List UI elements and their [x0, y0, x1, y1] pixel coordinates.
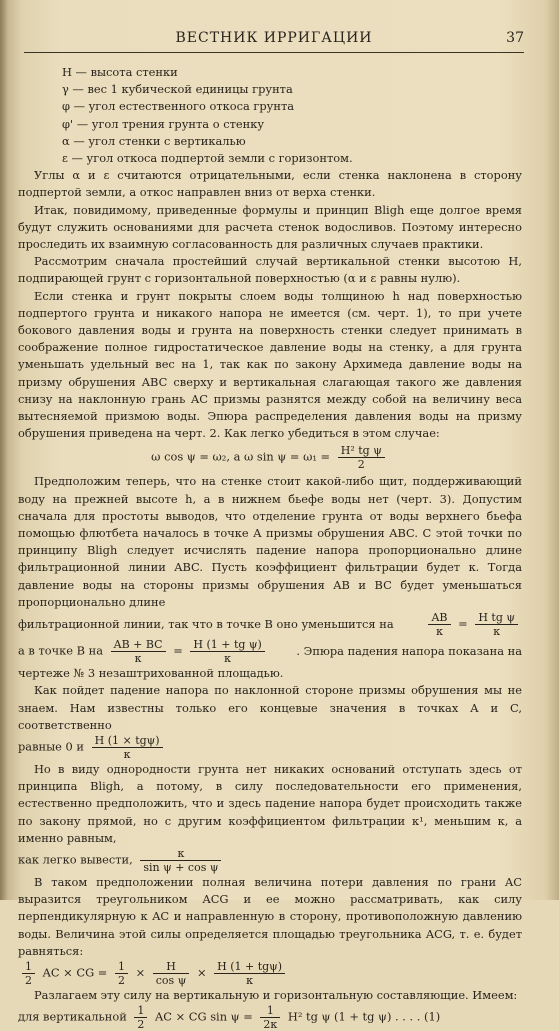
fraction-numerator: 1 — [115, 960, 128, 974]
filtration-formula — [424, 611, 522, 638]
fraction-h1tg-2 — [214, 960, 285, 987]
line-equal-values — [18, 734, 522, 761]
fraction-hxtg — [92, 734, 163, 761]
fraction-numerator: 1 — [260, 1004, 280, 1018]
fraction-denominator: 2 — [25, 973, 32, 987]
acg-lhs: AC × CG = — [42, 965, 108, 980]
formula-omega-text: ω cos ψ = ω₂, а ω sin ψ = ω₁ = — [151, 449, 331, 464]
fraction-denominator: 2 — [137, 1018, 145, 1031]
paragraph-water-layer: Если стенка и грунт покрыты слоем воды толщиною h над поверхностью подпертого грунта и никакого напора не имеется (см. черт. 1), то при учете бокового давления воды и грунта на поверхность стенки следует принимать в соображение полное гидростатическое давление воды на стенку, а для грунта уменьшать удельный вес на 1, так как по закону Архимеда давление воды на призму обрушения ABC сверху и вертикальная слагающая такого же давления снизу на наклонную грань AC призмы разнятся между собой на величину веса вытесняемой призмою воды. Эпюра распределения давления воды на призму обрушения приведена на черт. 2. Как легко убедиться в этом случае: — [18, 288, 522, 441]
fraction-denominator: к — [134, 652, 142, 666]
fraction-half-2 — [115, 960, 128, 987]
line-filtration — [18, 611, 522, 638]
fraction-denominator: к — [224, 652, 232, 666]
point-b-tail: . Эпюра падения напора показана на — [296, 643, 522, 658]
fraction-numerator: 1 — [22, 960, 35, 974]
point-b-lead: а в точке B на — [18, 643, 103, 658]
vertical-tail: H² tg ψ (1 + tg ψ) — [287, 1009, 392, 1024]
definition-phi: φ — угол естественного откоса грунта — [62, 99, 295, 114]
vertical-lead: для вертикальной — [18, 1009, 127, 1024]
formula-acg — [18, 960, 522, 987]
paragraph-slope: Как пойдет падение напора по наклонной стороне призмы обрушения мы не знаем. Нам известны только его концевые значения в точках A и C, соответственно — [18, 683, 522, 732]
formula-omega — [18, 444, 522, 471]
fraction-numerator: AB + BC — [111, 638, 166, 652]
equal-values-text: равные 0 и — [18, 739, 84, 754]
fraction-half — [22, 960, 35, 987]
line-k1 — [18, 847, 522, 874]
k1-text: как легко вывести, — [18, 852, 133, 867]
line-point-b — [18, 638, 522, 665]
fraction-half-3 — [134, 1004, 147, 1031]
paragraph-angles: Углы α и ε считаются отрицательными, если стенка наклонена в сторону подпертой земли, а откос направлен вниз от верха стенки. — [18, 168, 522, 200]
fraction-h2tg — [338, 444, 385, 471]
fraction-numerator: AB — [428, 611, 450, 625]
journal-title: ВЕСТНИК ИРРИГАЦИИ — [175, 30, 373, 46]
fraction-denominator: к — [123, 747, 131, 761]
fraction-numerator: H (1 + tgψ) — [214, 960, 285, 974]
formula-vertical — [18, 1004, 522, 1031]
fraction-numerator: H² tg ψ — [338, 444, 385, 458]
page-header — [24, 30, 524, 53]
fraction-denominator: 2 — [357, 458, 365, 472]
fraction-numerator: 1 — [134, 1004, 147, 1018]
paragraph-bligh: Итак, повидимому, приведенные формулы и принцип Bligh еще долгое время будут служить основаниями для расчета стенок водосливов. Поэтому интересно проследить их взаимную согласованность для различных случаев практики. — [18, 202, 522, 252]
fraction-htg — [475, 611, 518, 638]
fraction-denominator: к — [246, 973, 254, 987]
fraction-denominator: к — [493, 625, 501, 639]
vertical-mid: AC × CG sin ψ = — [155, 1009, 253, 1024]
times-sign: × — [196, 965, 207, 980]
fraction-ab — [428, 611, 450, 638]
fraction-ab-bc — [111, 638, 166, 665]
fraction-denominator: cos ψ — [155, 973, 187, 987]
paragraph-shield: Предположим теперь, что на стенке стоит какой-либо щит, поддерживающий воду на прежней высоте h, а в нижнем бьефе воды нет (черт. 3). Допустим сначала для простоты выводов, что отделение грунта от воды верхнего бьефа помощью флютбета началось в точке A призмы обрушения ABC. С этой точки по принципу Bligh следует исчислять падение напора пропорционально длине фильтрационной линии ABC. Пусть коэффициент фильтрации будет к. Тогда давление воды на стороны призмы обрушения AB и BC будет уменьшаться пропорционально длине — [18, 474, 522, 609]
definition-height: H — высота стенки — [62, 65, 178, 79]
fraction-numerator: H tg ψ — [475, 611, 518, 625]
fraction-numerator: H (1 + tg ψ) — [190, 638, 264, 652]
fraction-numerator: H (1 × tgψ) — [92, 734, 163, 748]
definition-phi-prime: φ' — угол трения грунта о стенку — [62, 116, 265, 131]
equals-sign: = — [458, 616, 468, 631]
fraction-denominator: к — [436, 625, 443, 639]
article-body — [18, 64, 522, 1031]
fraction-h1tg — [190, 638, 264, 665]
fraction-1-2k — [260, 1004, 280, 1031]
equation-number: . . . . (1) — [395, 1009, 441, 1024]
fraction-numerator: H — [153, 960, 190, 974]
definition-epsilon: ε — угол откоса подпертой земли с горизонтом. — [62, 151, 353, 166]
definition-alpha: α — угол стенки с вертикалью — [62, 133, 246, 148]
paragraph-drawing-3: чертеже № 3 незаштрихованной площадью. — [18, 666, 284, 681]
paragraph-homogeneity: Но в виду однородности грунта нет никаких оснований отступать здесь от принципа Bligh, а потому, в силу последовательности его применения, естественно предположить, что и здесь падение напора будет происходить также по закону прямой, но с другим коэффициентом фильтрации к¹, меньшим к, а именно равным, — [18, 761, 522, 845]
fraction-h-cos — [153, 960, 190, 987]
paragraph-simple-case: Рассмотрим сначала простейший случай вертикальной стенки высотою H, подпирающей грунт с горизонтальной поверхностью (α и ε равны нулю). — [18, 254, 522, 286]
fraction-k1 — [140, 847, 221, 874]
page-number: 37 — [506, 30, 524, 46]
point-b-formula — [18, 638, 269, 665]
paragraph-triangle: В таком предположении полная величина потери давления по грани AC выразится треугольником ACG и ее можно рассматривать, как силу перпендикулярную к AC и направленную в сторону, противоположную давлению воды. Величина этой силы определяется площадью треугольника ACG, т. е. будет равняться: — [18, 874, 522, 958]
definition-gamma: γ — вес 1 кубической единицы грунта — [62, 82, 293, 97]
fraction-denominator: sin ψ + cos ψ — [143, 860, 219, 874]
fraction-numerator: к — [140, 847, 221, 861]
times-sign: × — [135, 965, 146, 980]
filtration-text: фильтрационной линии, так что в точке B оно уменьшится на — [18, 616, 394, 631]
equals-sign: = — [173, 643, 183, 658]
fraction-denominator: 2 — [117, 973, 125, 987]
paragraph-decompose: Разлагаем эту силу на вертикальную и горизонтальную составляющие. Имеем: — [34, 987, 518, 1002]
fraction-denominator: 2к — [263, 1018, 278, 1031]
